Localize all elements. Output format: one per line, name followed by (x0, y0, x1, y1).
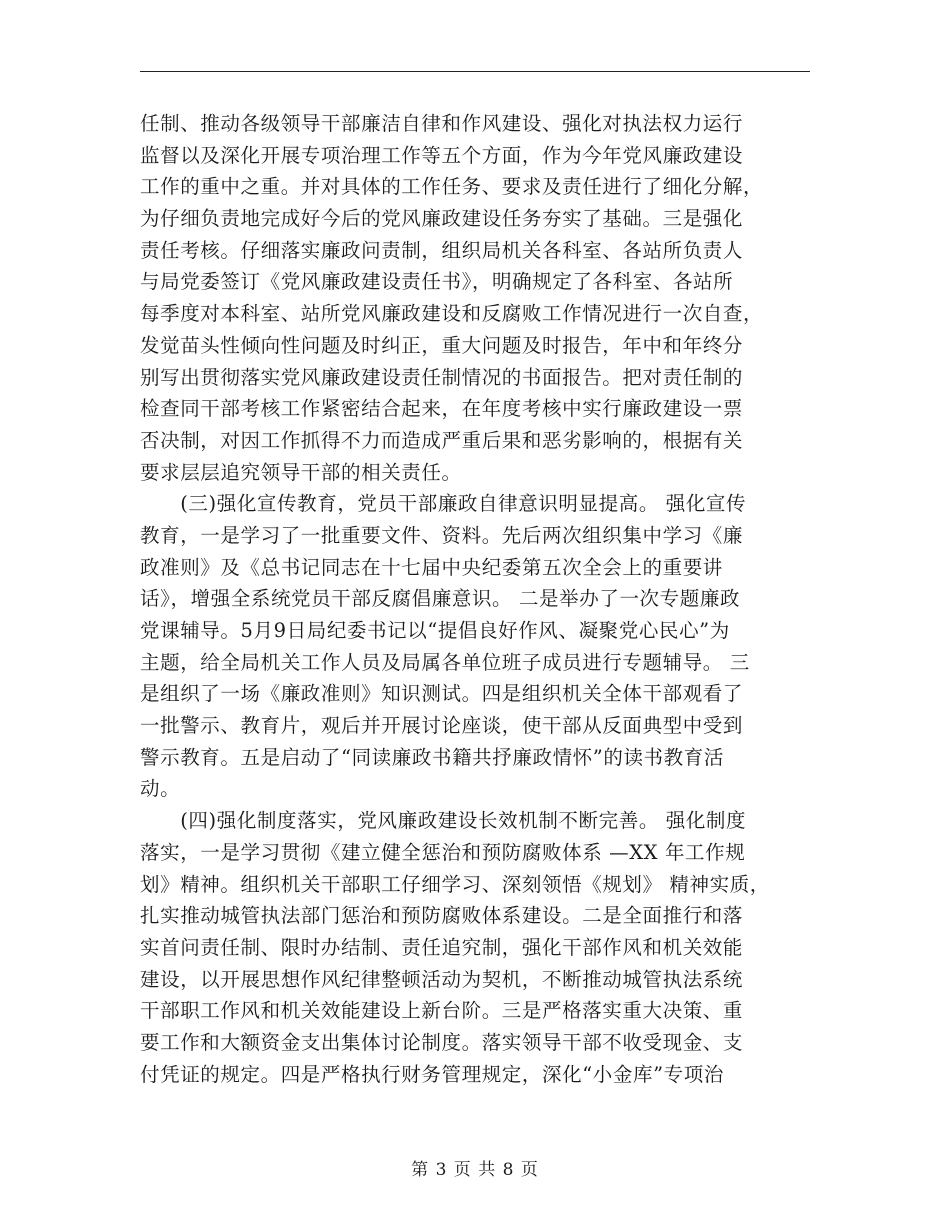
text-line: 要工作和大额资金支出集体讨论制度。落实领导干部不收受现金、支 (140, 1030, 744, 1054)
text-line: 是组织了一场《廉政准则》知识测试。四是组织机关全体干部观看了 (140, 682, 744, 706)
text-line: 话》，增强全系统党员干部反腐倡廉意识。 二是举办了一次专题廉政 (140, 587, 741, 611)
text-line: 干部职工作风和机关效能建设上新台阶。三是严格落实重大决策、重 (140, 999, 744, 1023)
text-line: 建设，以开展思想作风纪律整顿活动为契机，不断推动城管执法系统 (140, 967, 744, 991)
text-line: 党课辅导。5月9日局纪委书记以“提倡良好作风、凝聚党心民心”为 (140, 619, 730, 642)
text-line: 付凭证的规定。四是严格执行财务管理规定，深化“小金库”专项治 (140, 1062, 724, 1086)
text-line: 检查同干部考核工作紧密结合起来，在年度考核中实行廉政建设一票 (140, 397, 744, 421)
text-line: 责任考核。仔细落实廉政问责制，组织局机关各科室、各站所负责人 (140, 238, 744, 262)
section-heading-line: (四)强化制度落实，党风廉政建设长效机制不断完善。 强化制度 (140, 809, 747, 833)
text-line: 发觉苗头性倾向性问题及时纠正，重大问题及时报告，年中和年终分 (140, 333, 744, 357)
text-line: 扎实推动城管执法部门惩治和预防腐败体系建设。二是全面推行和落 (140, 904, 744, 928)
text-line: 工作的重中之重。并对具体的工作任务、要求及责任进行了细化分解， (140, 175, 764, 199)
text-line: 主题，给全局机关工作人员及局属各单位班子成员进行专题辅导。 三 (140, 650, 750, 674)
text-line: 监督以及深化开展专项治理工作等五个方面，作为今年党风廉政建设 (140, 143, 744, 167)
text-line: 与局党委签订《党风廉政建设责任书》，明确规定了各科室、各站所 (140, 270, 734, 294)
body-text (140, 108, 810, 1090)
text-line: 别写出贯彻落实党风廉政建设责任制情况的书面报告。把对责任制的 (140, 365, 744, 389)
text-line: 政准则》及《总书记同志在十七届中央纪委第五次全会上的重要讲 (140, 555, 723, 579)
text-line: 任制、推动各级领导干部廉洁自律和作风建设、强化对执法权力运行 (140, 112, 744, 135)
header-rule (140, 71, 810, 72)
text-line: 实首问责任制、限时办结制、责任追究制，强化干部作风和机关效能 (140, 935, 744, 959)
text-line: 划》精神。组织机关干部职工仔细学习、深刻领悟《规划》 精神实质， (140, 872, 770, 896)
text-line: 动。 (140, 777, 181, 801)
section-heading-line: (三)强化宣传教育，党员干部廉政自律意识明显提高。 强化宣传 (140, 492, 747, 516)
page-number-footer: 第 3 页 共 8 页 (411, 1160, 539, 1180)
text-line: 落实，一是学习贯彻《建立健全惩治和预防腐败体系 —XX 年工作规 (140, 840, 746, 864)
text-line: 要求层层追究领导干部的相关责任。 (140, 460, 462, 484)
text-line: 教育，一是学习了一批重要文件、资料。先后两次组织集中学习《廉 (140, 523, 744, 547)
text-line: 每季度对本科室、站所党风廉政建设和反腐败工作情况进行一次自查， (140, 302, 764, 326)
text-line: 为仔细负责地完成好今后的党风廉政建设任务夯实了基础。三是强化 (140, 207, 744, 231)
text-line: 警示教育。五是启动了“同读廉政书籍共抒廉政情怀”的读书教育活 (140, 745, 724, 769)
text-line: 否决制，对因工作抓得不力而造成严重后果和恶劣影响的，根据有关 (140, 428, 744, 452)
text-line: 一批警示、教育片，观后并开展讨论座谈，使干部从反面典型中受到 (140, 714, 744, 738)
